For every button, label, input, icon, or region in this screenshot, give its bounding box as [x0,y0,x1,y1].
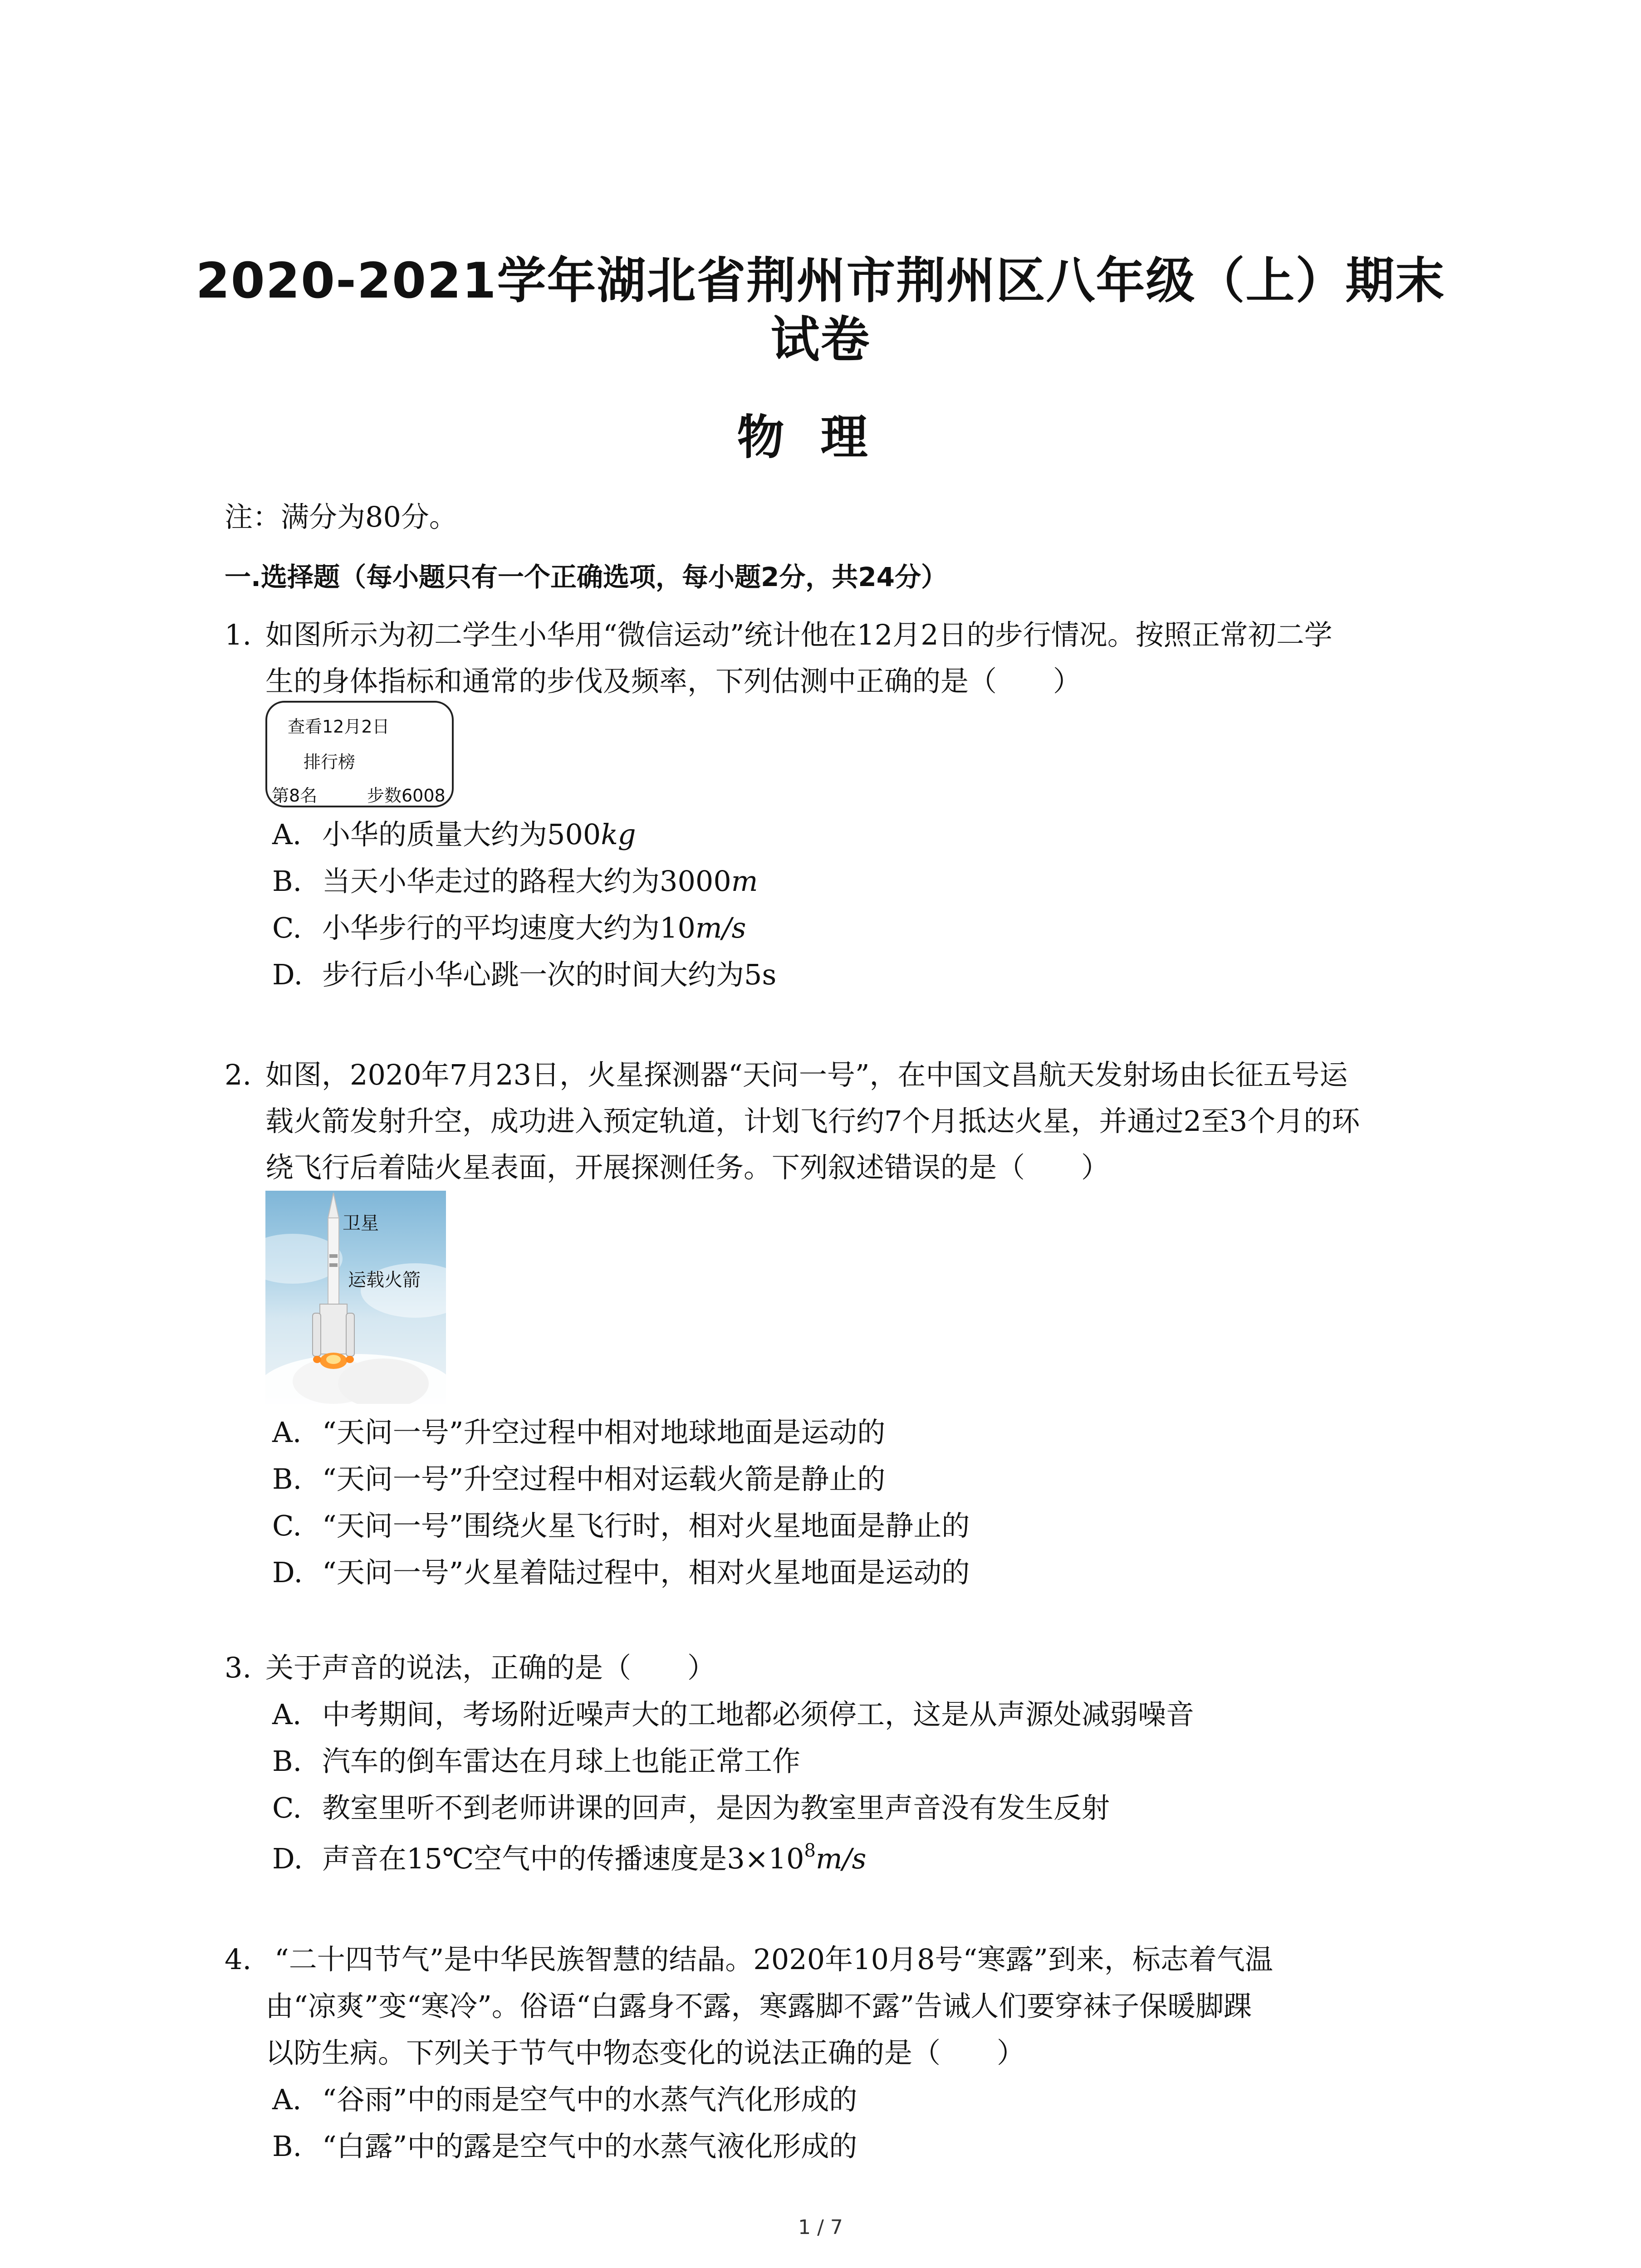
page-number: 1 / 7 [798,2216,843,2239]
q3-number: 3. [225,1651,252,1684]
q1-stem-line1: 如图所示为初二学生小华用“微信运动”统计他在12月2日的步行情况。按照正常初二学 [265,618,1332,651]
q4-option-a: A. “谷雨”中的雨是空气中的水蒸气汽化形成的 [272,2083,857,2116]
q2-stem-line3: 绕飞行后着陆火星表面，开展探测任务。下列叙述错误的是（ ） [265,1151,1110,1184]
q3-option-d: D. 声音在15℃空气中的传播速度是$3\times 10^8m/s$ [272,1840,867,1875]
q2-option-b: B. “天问一号”升空过程中相对运载火箭是静止的 [272,1462,886,1496]
q1-number: 1. [225,618,252,651]
card-rank: 第8名 [272,786,318,806]
q4-option-b: B. “白露”中的露是空气中的水蒸气液化形成的 [272,2130,857,2163]
q1-option-d: D. 步行后小华心跳一次的时间大约为5s [272,958,777,991]
doc-title-line2: 试卷 [770,312,871,368]
q2-stem-line1: 如图，2020年7月23日，火星探测器“天问一号”，在中国文昌航天发射场由长征五号运 [265,1058,1348,1091]
section-heading: 一.选择题（每小题只有一个正确选项，每小题2分，共24分） [225,562,948,592]
doc-title-line1: 2020-2021学年湖北省荆州市荆州区八年级（上）期末 [196,253,1445,309]
rocket-label: 运载火箭 [348,1270,421,1290]
q2-stem-line2: 载火箭发射升空，成功进入预定轨道，计划飞行约7个月抵达火星，并通过2至3个月的环 [265,1105,1360,1138]
rocket-launch-image [265,1191,446,1404]
doc-subject: 物理 [737,410,904,465]
q3-option-c: C. 教室里听不到老师讲课的回声，是因为教室里声音没有发生反射 [272,1791,1110,1824]
satellite-label: 卫星 [343,1213,379,1234]
q3-option-a: A. 中考期间，考场附近噪声大的工地都必须停工，这是从声源处减弱噪音 [272,1698,1195,1731]
q2-option-c: C. “天问一号”围绕火星飞行时，相对火星地面是静止的 [272,1509,970,1542]
q4-stem-line1: “二十四节气”是中华民族智慧的结晶。2020年10月8号“寒露”到来，标志着气温 [274,1943,1273,1976]
q1-option-b: B. 当天小华走过的路程大约为3000m [272,865,758,898]
q3-stem: 关于声音的说法，正确的是（ ） [265,1651,716,1684]
q2-number: 2. [225,1058,252,1091]
card-ranking-label: 排行榜 [304,752,356,772]
q1-stem-line2: 生的身体指标和通常的步伐及频率，下列估测中正确的是（ ） [265,665,1082,698]
q4-stem-line3: 以防生病。下列关于节气中物态变化的说法正确的是（ ） [265,2036,1025,2069]
score-note: 注：满分为80分。 [225,500,457,533]
step-ranking-card [265,701,454,807]
card-steps: 步数6008 [367,786,446,806]
q3-option-b: B. 汽车的倒车雷达在月球上也能正常工作 [272,1745,801,1778]
q4-number: 4. [225,1943,252,1976]
q1-option-c: C. 小华步行的平均速度大约为10m/s [272,911,746,944]
q4-stem-line2: 由“凉爽”变“寒冷”。俗语“白露身不露，寒露脚不露”告诫人们要穿袜子保暖脚踝 [265,1989,1252,2023]
q2-option-d: D. “天问一号”火星着陆过程中，相对火星地面是运动的 [272,1556,970,1589]
q2-option-a: A. “天问一号”升空过程中相对地球地面是运动的 [272,1416,886,1449]
card-date-label: 查看12月2日 [288,717,390,737]
q1-option-a: A. 小华的质量大约为500kg [272,818,636,851]
